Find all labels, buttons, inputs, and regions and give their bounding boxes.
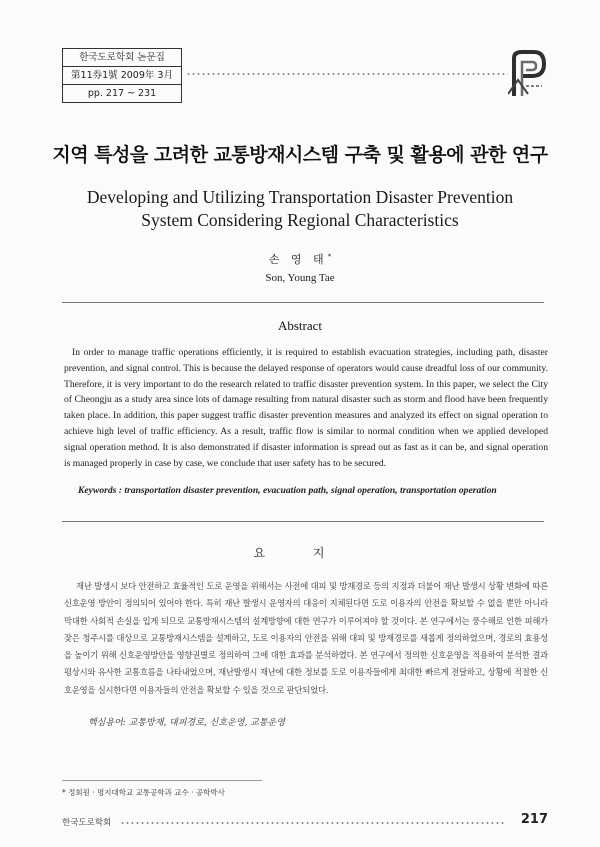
summary-body: 재난 발생시 보다 안전하고 효율적인 도로 운영을 위해서는 사전에 대피 및 방재경로 등의 지정과 더불어 재난 발생시 상황 변화에 따른 신호운영 방안이 정의되어 있어야 한다. 특히 재난 발생시 운영자의 대응이 지체된다면 도로 이용자의 안전을 확보할 수 없을 뿐만 아니라 막대한 사회적 손실을 입게 되므로 교통방재시스템의 설계방향에 대한 연구가 이루어져야 할 것이다. 본 연구에서는 풍수해로 인한 피해가 잦은 청주시를 대상으로 교통방재시스템을 설계하고, 도로 이용자의 안전을 위해 대피 및 방재경로를 새롭게 정의하였으며, 경로의 효용성을 높이기 위해 신호운영방안을 영향권별로 정의하여 그에 대한 효과를 분석하였다. 본 연구에서 정의한 신호운영을 적용하여 분석한 결과 평상시와 유사한 교통흐름을 나타내었으며, 재난발생시 재난에 대한 정보를 도로 이용자들에게 최대한 빠르게 전달하고, 상황에 적절한 신호운영을 실시한다면 이용자들의 안전을 확보할 수 있을 것으로 판단되었다. [64,581,548,695]
journal-pages: pp. 217 ~ 231 [87,88,157,99]
author-footnote-mark: * [327,252,332,261]
society-logo-icon [508,50,548,98]
journal-name: 한국도로학회 논문집 [63,49,181,67]
abstract-body: In order to manage traffic operations efficiently, it is required to establish evacuation strategies, including path, disaster prevention, and signal control. This is because the delayed response of operators would cause dreadful loss of our community. Therefore, it is very important to do the research related to traffic disaster prevention system. In this paper, we select the City of Cheongju as a study area since lots of damage resulting from natural disaster such as storm and flood have been frequently taken place. In addition, this paper suggest traffic disaster prevention measures and analyzed its effect on signal operation to achieve high level of traffic efficiency. As a result, traffic flow is similar to normal condition when we applied developed signal operation method. It is also demonstrated if disaster information is spread out as fast as it can be, and signal operation is managed properly in case by case, we conclude that user safety has to be secured. [64,347,548,469]
author-name-korean [0,251,600,267]
keywords-label: Keywords : [78,485,122,496]
keywords-line [78,485,548,496]
abstract-top-rule [62,302,544,303]
footer-dotted-line [120,822,506,824]
author-name-korean-text: 손 영 태 [268,253,328,266]
footnote-rule [62,780,262,781]
paper-title-english: Developing and Utilizing Transportation Disaster Prevention System Considering Regional Characteristics [86,187,514,230]
paper-title-korean: 지역 특성을 고려한 교통방재시스템 구축 및 활용에 관한 연구 [52,144,548,166]
journal-volume-issue: 第11券1號 2009年 3月 [63,67,181,85]
author-name-english: Son, Young Tae [265,272,335,284]
abstract-bottom-rule [62,521,544,522]
journal-info-box [62,48,182,103]
author-footnote: * 정회원 · 명지대학교 교통공학과 교수 · 공학박사 [62,788,225,797]
core-terms: 핵심용어: 교통방재, 대피경로, 신호운영, 교통운영 [88,718,285,728]
summary-heading: 요 지 [253,546,347,560]
footer-society-name: 한국도로학회 [62,818,112,828]
abstract-heading: Abstract [277,318,323,333]
header-dotted-line [186,73,508,75]
keywords-values: transportation disaster prevention, evacuation path, signal operation, transportation operation [124,485,497,496]
page-number: 217 [520,812,548,827]
